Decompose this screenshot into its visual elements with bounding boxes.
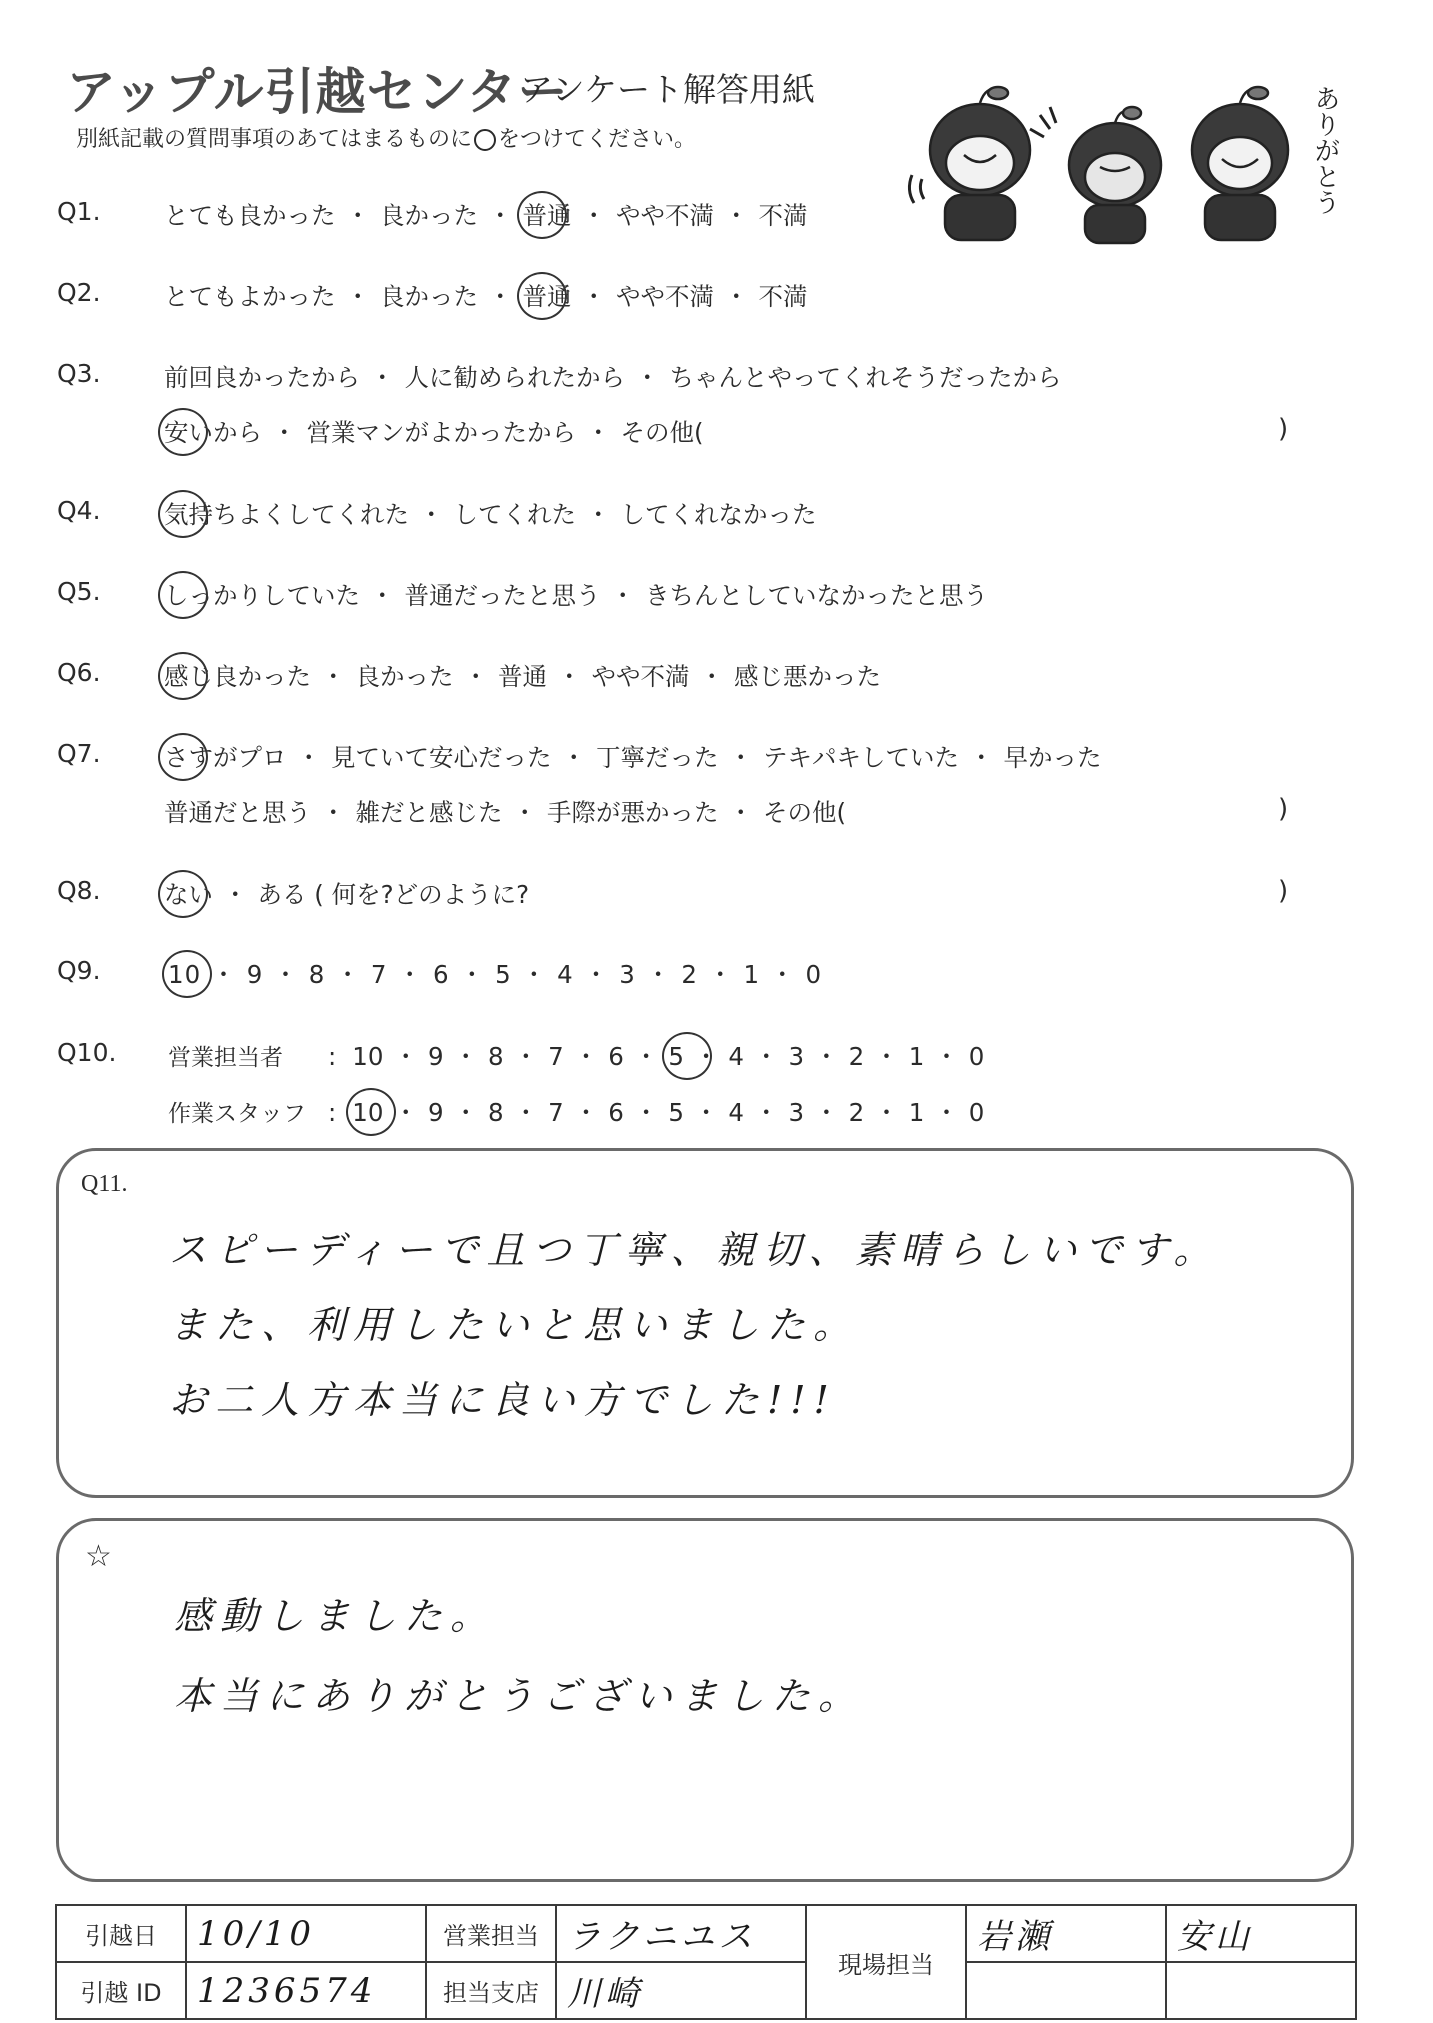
move-id-value[interactable]: 1236574 bbox=[186, 1962, 426, 2019]
q4-label: Q4. bbox=[57, 496, 101, 525]
q1-option[interactable]: 不満 bbox=[758, 201, 808, 230]
site-staff-empty-cell bbox=[1166, 1962, 1356, 2019]
q8-close-paren: ) bbox=[1278, 876, 1289, 906]
q3-option[interactable]: ちゃんとやってくれそうだったから bbox=[669, 363, 1062, 392]
q3-label: Q3. bbox=[57, 359, 101, 388]
q10-colon: : bbox=[328, 1042, 337, 1071]
q10-staff-option[interactable]: 3 bbox=[788, 1098, 805, 1127]
instruction-text bbox=[76, 122, 696, 153]
q10-staff-option[interactable]: 9 bbox=[427, 1098, 444, 1127]
q2-option[interactable]: 良かった bbox=[380, 282, 478, 311]
q9-option[interactable]: 5 bbox=[495, 960, 512, 989]
q7-close-paren: ) bbox=[1278, 794, 1289, 824]
q1-option[interactable]: 良かった bbox=[380, 201, 478, 230]
monkey-icon bbox=[1030, 107, 1161, 243]
q4-option-selected[interactable]: 気持ちよくしてくれた bbox=[164, 500, 409, 529]
q2-option-selected[interactable]: 普通 bbox=[522, 282, 572, 311]
q3-option[interactable]: 前回良かったから bbox=[164, 363, 360, 392]
q7-label: Q7. bbox=[57, 739, 101, 768]
q10-sales-option[interactable]: 0 bbox=[968, 1042, 985, 1071]
q10-sales-option[interactable]: 6 bbox=[608, 1042, 624, 1071]
q9-option[interactable]: 6 bbox=[432, 960, 450, 989]
site-staff-label: 現場担当 bbox=[806, 1905, 966, 2019]
form-subtitle: アンケート解答用紙 bbox=[520, 70, 816, 109]
q11-line: お二人方本当に良い方でした!!! bbox=[169, 1378, 837, 1422]
q5-option[interactable]: 普通だったと思う bbox=[404, 581, 601, 610]
q11-comment-box[interactable] bbox=[56, 1148, 1354, 1498]
instruction-before: 別紙記載の質問事項のあてはまるものに bbox=[76, 127, 473, 152]
q9-option[interactable]: 4 bbox=[557, 960, 574, 989]
q6-label: Q6. bbox=[57, 658, 101, 687]
company-title: アップル引越センター bbox=[66, 63, 569, 121]
q8-options: ない ・ ある ( 何を?どのように? bbox=[164, 880, 530, 909]
q3-option[interactable]: 営業マンがよかったから bbox=[306, 418, 576, 447]
branch-label: 担当支店 bbox=[426, 1962, 556, 2019]
monkey-icon bbox=[1192, 87, 1288, 240]
q6-option[interactable]: 普通 bbox=[498, 662, 547, 691]
q9-option[interactable]: 3 bbox=[619, 960, 636, 989]
q7-option[interactable]: 丁寧だった bbox=[596, 743, 719, 772]
q7-option[interactable]: その他( bbox=[763, 798, 847, 827]
star-comment-box[interactable] bbox=[56, 1518, 1354, 1882]
q10-colon: : bbox=[328, 1098, 337, 1127]
q10-sales-option[interactable]: 8 bbox=[488, 1042, 504, 1071]
q5-options: しっかりしていた ・ 普通だったと思う ・ きちんとしていなかったと思う bbox=[164, 581, 988, 610]
q9-option[interactable]: 7 bbox=[370, 960, 388, 989]
move-date-label: 引越日 bbox=[56, 1905, 186, 1962]
q3-options-line1: 前回良かったから ・ 人に勧められたから ・ ちゃんとやってくれそうだったから bbox=[164, 363, 1062, 392]
q10-staff-option[interactable]: 2 bbox=[848, 1098, 865, 1127]
q10-staff-name: 作業スタッフ bbox=[168, 1101, 306, 1127]
q8-option[interactable]: ある ( 何を?どのように? bbox=[257, 880, 530, 909]
sales-rep-label: 営業担当 bbox=[426, 1905, 556, 1962]
q6-option[interactable]: やや不満 bbox=[591, 662, 690, 691]
branch-value[interactable]: 川崎 bbox=[556, 1962, 806, 2019]
monkey-mascots-illustration bbox=[900, 55, 1340, 245]
q2-label: Q2. bbox=[57, 278, 101, 307]
q10-sales-option[interactable]: 7 bbox=[548, 1042, 564, 1071]
q7-option[interactable]: 早かった bbox=[1003, 743, 1102, 772]
q7-option[interactable]: 見ていて安心だった bbox=[331, 743, 552, 772]
q11-line: スピーディーで且つ丁寧、親切、素晴らしいです。 bbox=[169, 1228, 1220, 1272]
q10-label: Q10. bbox=[57, 1038, 117, 1067]
mascot-svg bbox=[900, 55, 1340, 245]
q7-option[interactable]: 普通だと思う bbox=[164, 798, 311, 827]
q10-sales-option[interactable]: 1 bbox=[908, 1042, 925, 1071]
q10-staff-option-selected[interactable]: 10 bbox=[352, 1098, 384, 1127]
q6-option-selected[interactable]: 感じ良かった bbox=[164, 662, 311, 691]
q3-close-paren: ) bbox=[1278, 414, 1289, 444]
q10-sales-option[interactable]: 3 bbox=[788, 1042, 805, 1071]
q8-option-selected[interactable]: ない bbox=[164, 880, 213, 909]
q5-option-selected[interactable]: しっかりしていた bbox=[164, 581, 360, 610]
q2-option[interactable]: とてもよかった bbox=[164, 282, 336, 311]
q3-options-line2: 安いから ・ 営業マンがよかったから ・ その他( bbox=[164, 418, 704, 447]
q5-option[interactable]: きちんとしていなかったと思う bbox=[645, 581, 988, 610]
monkey-icon bbox=[909, 87, 1030, 240]
q2-option[interactable]: 不満 bbox=[758, 282, 808, 311]
q11-label: Q11. bbox=[81, 1171, 128, 1197]
q7-options-line1: さすがプロ ・ 見ていて安心だった ・ 丁寧だった ・ テキパキしていた ・ 早かった bbox=[164, 743, 1102, 772]
move-id-label: 引越 ID bbox=[56, 1962, 186, 2019]
instruction-after: をつけてください。 bbox=[498, 127, 697, 152]
q2-option[interactable]: やや不満 bbox=[616, 282, 714, 311]
q2-options: とてもよかった ・ 良かった ・ 普通 ・ やや不満 ・ 不満 bbox=[164, 282, 808, 311]
sales-rep-value[interactable]: ラクニユス bbox=[556, 1905, 806, 1962]
q6-option[interactable]: 良かった bbox=[355, 662, 454, 691]
q1-option[interactable]: やや不満 bbox=[616, 201, 714, 230]
q10-sales-option[interactable]: 9 bbox=[427, 1042, 444, 1071]
q1-label: Q1. bbox=[57, 197, 101, 226]
q5-label: Q5. bbox=[57, 577, 101, 606]
q9-option[interactable]: 2 bbox=[681, 960, 698, 989]
q10-sales-row: 営業担当者 : 10 ・ 9 ・ 8 ・ 7 ・ 6 ・ 5 ・ 4 ・ 3 ・ 2 ・ 1 ・ 0 bbox=[168, 1038, 984, 1073]
q7-option-selected[interactable]: さすがプロ bbox=[164, 743, 287, 772]
q10-staff-row: 作業スタッフ : 10 ・ 9 ・ 8 ・ 7 ・ 6 ・ 5 ・ 4 ・ 3 ・ 2 ・ 1 ・ 0 bbox=[168, 1094, 984, 1129]
star-box-line: 本当にありがとうございました。 bbox=[174, 1674, 865, 1718]
q3-option-selected[interactable]: 安いから bbox=[164, 418, 262, 447]
q6-options: 感じ良かった ・ 良かった ・ 普通 ・ やや不満 ・ 感じ悪かった bbox=[164, 662, 881, 691]
q11-line: また、利用したいと思いました。 bbox=[169, 1303, 860, 1347]
q1-option-selected[interactable]: 普通 bbox=[522, 201, 572, 230]
q10-sales-option[interactable]: 10 bbox=[352, 1042, 384, 1071]
q9-option-selected[interactable]: 10 bbox=[168, 960, 202, 989]
q9-option[interactable]: 0 bbox=[805, 960, 823, 989]
q9-option[interactable]: 8 bbox=[308, 960, 326, 989]
q4-option[interactable]: してくれなかった bbox=[620, 500, 817, 529]
star-icon: ☆ bbox=[85, 1540, 112, 1573]
q8-label: Q8. bbox=[57, 876, 101, 905]
q9-options: 10 ・ 9 ・ 8 ・ 7 ・ 6 ・ 5 ・ 4 ・ 3 ・ 2 ・ 1 ・ 0 bbox=[168, 960, 823, 989]
q10-staff-option[interactable]: 5 bbox=[668, 1098, 684, 1127]
site-staff-value-1[interactable]: 岩瀬 bbox=[966, 1905, 1166, 1962]
q10-sales-option[interactable]: 2 bbox=[848, 1042, 865, 1071]
site-staff-value-2[interactable]: 安山 bbox=[1166, 1905, 1356, 1962]
q10-sales-name: 営業担当者 bbox=[168, 1045, 283, 1071]
q10-sales-option-selected[interactable]: 5 bbox=[668, 1042, 684, 1071]
q9-label: Q9. bbox=[57, 956, 101, 985]
q3-option[interactable]: その他( bbox=[620, 418, 704, 447]
site-staff-empty-cell bbox=[966, 1962, 1166, 2019]
q10-staff-option[interactable]: 0 bbox=[968, 1098, 985, 1127]
q6-option[interactable]: 感じ悪かった bbox=[734, 662, 881, 691]
q1-options: とても良かった ・ 良かった ・ 普通 ・ やや不満 ・ 不満 bbox=[164, 201, 808, 230]
q10-sales-option[interactable]: 4 bbox=[728, 1042, 745, 1071]
q9-option[interactable]: 9 bbox=[246, 960, 264, 989]
q4-options: 気持ちよくしてくれた ・ してくれた ・ してくれなかった bbox=[164, 500, 817, 529]
thanks-vertical-text: ありがとう bbox=[1310, 85, 1340, 215]
q10-staff-option[interactable]: 4 bbox=[728, 1098, 745, 1127]
q3-option[interactable]: 人に勧められたから bbox=[404, 363, 625, 392]
q10-staff-option[interactable]: 1 bbox=[908, 1098, 925, 1127]
star-box-line: 感動しました。 bbox=[174, 1594, 497, 1638]
q7-option[interactable]: 手際が悪かった bbox=[547, 798, 719, 827]
q7-options-line2: 普通だと思う ・ 雑だと感じた ・ 手際が悪かった ・ その他( bbox=[164, 798, 847, 827]
q7-option[interactable]: 雑だと感じた bbox=[355, 798, 503, 827]
q10-staff-option[interactable]: 6 bbox=[608, 1098, 624, 1127]
circle-mark-icon bbox=[474, 129, 496, 151]
footer-info-table bbox=[55, 1904, 1357, 2020]
q10-staff-option[interactable]: 8 bbox=[488, 1098, 504, 1127]
q7-option[interactable]: テキパキしていた bbox=[763, 743, 959, 772]
q9-option[interactable]: 1 bbox=[743, 960, 761, 989]
q10-staff-option[interactable]: 7 bbox=[548, 1098, 564, 1127]
q4-option[interactable]: してくれた bbox=[453, 500, 576, 529]
q1-option[interactable]: とても良かった bbox=[164, 201, 336, 230]
move-date-value[interactable]: 10/10 bbox=[186, 1905, 426, 1962]
